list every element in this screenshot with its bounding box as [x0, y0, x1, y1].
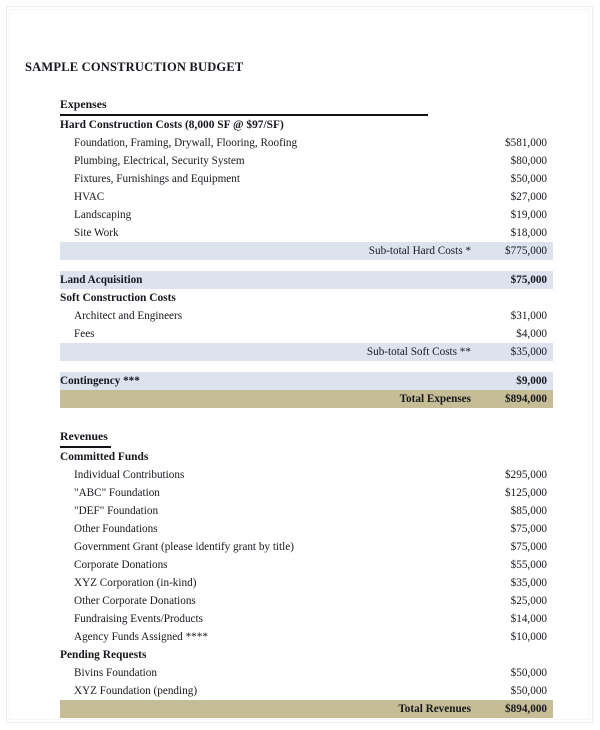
table-row — [60, 628, 553, 646]
row-spacer — [60, 361, 553, 372]
table-row — [60, 520, 553, 538]
line-item-amount: $50,000 — [510, 173, 547, 185]
line-item-label: Foundation, Framing, Drywall, Flooring, Roofing — [74, 137, 298, 149]
budget-table — [60, 96, 553, 718]
total-revenues-amount: $894,000 — [505, 703, 547, 715]
line-item-amount: $27,000 — [510, 191, 547, 203]
line-item-amount: $85,000 — [510, 505, 547, 517]
line-item-label: Individual Contributions — [74, 469, 185, 481]
line-item-label: HVAC — [74, 191, 105, 203]
land-acquisition-label: Land Acquisition — [60, 274, 143, 286]
line-item-label: "DEF" Foundation — [74, 505, 159, 517]
table-row — [60, 325, 553, 343]
subtotal-row-hard-costs — [60, 242, 553, 260]
line-item-label: Site Work — [74, 227, 119, 239]
line-item-amount: $31,000 — [510, 310, 547, 322]
table-row — [60, 134, 553, 152]
line-item-label: "ABC" Foundation — [74, 487, 160, 499]
line-item-label: Plumbing, Electrical, Security System — [74, 155, 245, 167]
table-row — [60, 574, 553, 592]
table-row — [60, 682, 553, 700]
line-item-label: Fees — [74, 328, 95, 340]
group-header-pending-requests — [60, 646, 553, 664]
subtotal-label: Sub-total Soft Costs ** — [366, 346, 471, 358]
section-header-expenses-label: Expenses — [60, 96, 428, 116]
row-spacer — [60, 408, 553, 428]
line-item-label: Bivins Foundation — [74, 667, 157, 679]
group-header-hard-construction-costs-label: Hard Construction Costs (8,000 SF @ $97/SF) — [60, 119, 284, 131]
line-item-amount: $10,000 — [510, 631, 547, 643]
total-revenues-label: Total Revenues — [398, 703, 471, 715]
table-row — [60, 610, 553, 628]
table-row — [60, 466, 553, 484]
subtotal-amount: $35,000 — [510, 346, 547, 358]
table-row — [60, 664, 553, 682]
subtotal-row-soft-costs — [60, 343, 553, 361]
line-item-label: Landscaping — [74, 209, 132, 221]
subtotal-amount: $775,000 — [505, 245, 547, 257]
table-row — [60, 224, 553, 242]
contingency-amount: $9,000 — [516, 375, 547, 387]
line-item-amount: $80,000 — [510, 155, 547, 167]
line-item-amount: $75,000 — [510, 523, 547, 535]
table-row — [60, 484, 553, 502]
line-item-amount: $50,000 — [510, 667, 547, 679]
line-item-label: Architect and Engineers — [74, 310, 183, 322]
line-item-amount: $14,000 — [510, 613, 547, 625]
table-row — [60, 556, 553, 574]
line-item-label: Other Corporate Donations — [74, 595, 196, 607]
total-expenses-amount: $894,000 — [505, 393, 547, 405]
table-row — [60, 206, 553, 224]
line-item-amount: $581,000 — [505, 137, 547, 149]
line-item-label: Fundraising Events/Products — [74, 613, 203, 625]
group-header-soft-construction-costs — [60, 289, 553, 307]
line-item-amount: $4,000 — [516, 328, 547, 340]
line-item-amount: $50,000 — [510, 685, 547, 697]
group-header-hard-construction-costs — [60, 116, 553, 134]
section-header-revenues — [60, 428, 553, 448]
line-item-amount: $295,000 — [505, 469, 547, 481]
row-land-acquisition — [60, 271, 553, 289]
section-header-expenses — [60, 96, 553, 116]
line-item-label: Other Foundations — [74, 523, 158, 535]
group-header-committed-funds — [60, 448, 553, 466]
row-contingency — [60, 372, 553, 390]
page-title: SAMPLE CONSTRUCTION BUDGET — [25, 60, 244, 74]
line-item-amount: $19,000 — [510, 209, 547, 221]
line-item-amount: $35,000 — [510, 577, 547, 589]
group-header-soft-construction-costs-label: Soft Construction Costs — [60, 292, 176, 304]
section-header-revenues-label: Revenues — [60, 428, 111, 448]
table-row — [60, 592, 553, 610]
contingency-label: Contingency *** — [60, 375, 140, 387]
group-header-committed-funds-label: Committed Funds — [60, 451, 149, 463]
line-item-label: XYZ Corporation (in-kind) — [74, 577, 197, 589]
total-row-revenues — [60, 700, 553, 718]
table-row — [60, 152, 553, 170]
line-item-amount: $75,000 — [510, 541, 547, 553]
group-header-pending-requests-label: Pending Requests — [60, 649, 147, 661]
line-item-amount: $25,000 — [510, 595, 547, 607]
table-row — [60, 538, 553, 556]
line-item-label: Agency Funds Assigned **** — [74, 631, 208, 643]
land-acquisition-amount: $75,000 — [510, 274, 547, 286]
line-item-label: Corporate Donations — [74, 559, 168, 571]
line-item-amount: $18,000 — [510, 227, 547, 239]
line-item-amount: $55,000 — [510, 559, 547, 571]
table-row — [60, 188, 553, 206]
line-item-label: Government Grant (please identify grant by title) — [74, 541, 294, 553]
line-item-amount: $125,000 — [505, 487, 547, 499]
subtotal-label: Sub-total Hard Costs * — [368, 245, 471, 257]
table-row — [60, 502, 553, 520]
line-item-label: Fixtures, Furnishings and Equipment — [74, 173, 240, 185]
row-spacer — [60, 260, 553, 271]
total-expenses-label: Total Expenses — [399, 393, 471, 405]
total-row-expenses — [60, 390, 553, 408]
table-row — [60, 170, 553, 188]
line-item-label: XYZ Foundation (pending) — [74, 685, 198, 697]
table-row — [60, 307, 553, 325]
